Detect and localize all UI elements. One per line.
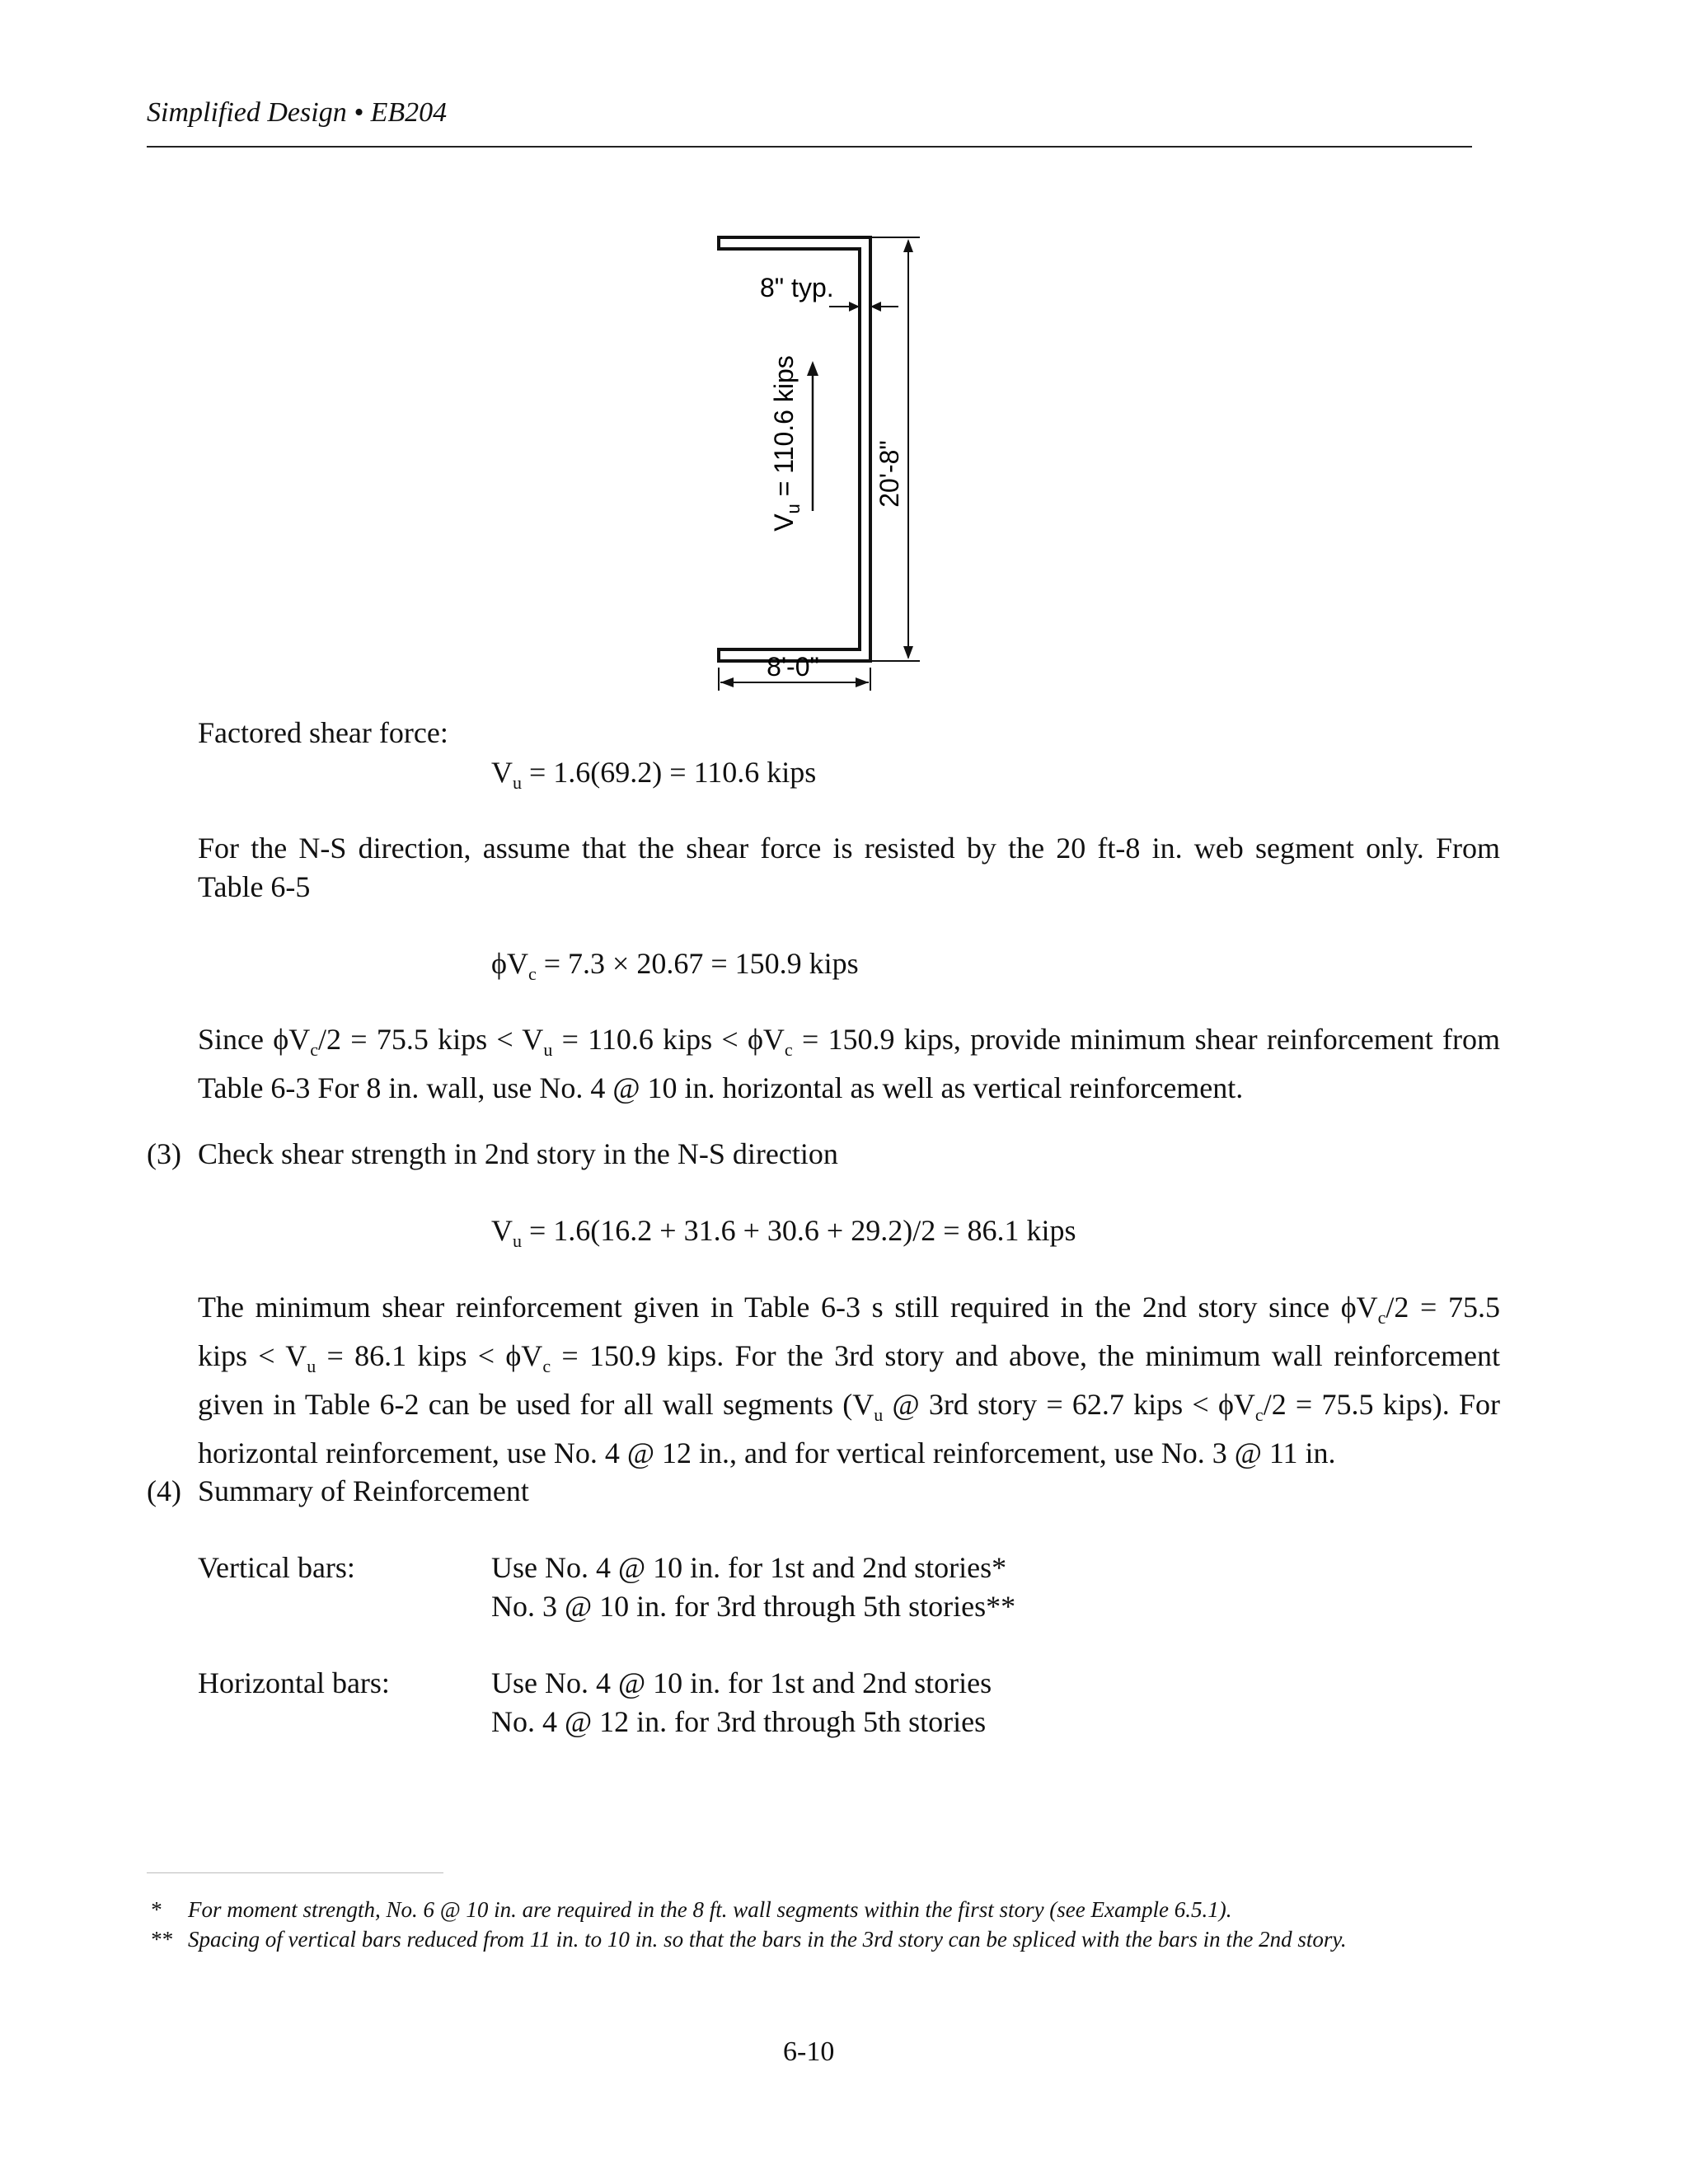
equation-vu: $V_u = 1.6(69.2) = 110.6$ kips bbox=[491, 756, 817, 793]
vertical-bars-line-2: No. 3 @ 10 in. for 3rd through 5th stories** bbox=[491, 1590, 1016, 1623]
shear-force-arrowhead bbox=[807, 361, 818, 376]
header-rule bbox=[147, 146, 1472, 148]
step-4-number: (4) bbox=[147, 1474, 181, 1507]
horizontal-bars-line-2: No. 4 @ 12 in. for 3rd through 5th stories bbox=[491, 1705, 987, 1738]
factored-shear-heading: Factored shear force: bbox=[198, 716, 448, 749]
footnote-2: ** Spacing of vertical bars reduced from 11 in. to 10 in. so that the bars in the 3rd story can be spliced with the bars in the 2nd story. bbox=[150, 1927, 1347, 1952]
vertical-bars-label: Vertical bars: bbox=[198, 1551, 355, 1584]
label-width: 8'-0" bbox=[767, 652, 819, 682]
step-4-heading: Summary of Reinforcement bbox=[198, 1474, 529, 1507]
vertical-bars-line-1: Use No. 4 @ 10 in. for 1st and 2nd stories* bbox=[491, 1551, 1007, 1584]
label-shear-force: $V_u = 110.6$ kips bbox=[769, 355, 804, 532]
equation-phivc: $\phi V_c = 7.3 \times 20.67 = 150.9$ kips bbox=[491, 947, 859, 984]
footnote-1: * For moment strength, No. 6 @ 10 in. are required in the 8 ft. wall segments within the first story (see Example 6.5.1). bbox=[150, 1897, 1232, 1922]
ns-direction-paragraph: For the N-S direction, assume that the shear force is resisted by the 20 ft-8 in. web segment only. From Table 6-5 bbox=[198, 832, 1500, 903]
since-paragraph: Since $\phi V_c/2 = 75.5$ kips < $V_u = 110.6$ kips < $\phi V_c = 150.9$ kips, provide minimum shear reinforcement from Table 6-3 For 8 in. wall, use No. 4 @ 10 in. horizontal as well as vertical reinforcement. bbox=[198, 1023, 1500, 1104]
minimum-shear-paragraph: The minimum shear reinforcement given in Table 6-3 s still required in the 2nd story since $\phi V_c/2 = 75.5$ kips < $V_u = 86.1$ kips < $\phi V_c = 150.9$ kips. For the 3rd story and above, the minimum wall reinforcement given in Table 6-2 can be used for all wall segments ($V_u$ @ 3rd story = 62.7 kips < $\phi V_c/2 = 75.5$ kips). For horizontal reinforcement, use No. 4 @ 12 in., and for vertical reinforcement, use No. 3 @ 11 in. bbox=[198, 1291, 1501, 1469]
step-3-heading: Check shear strength in 2nd story in the N-S direction bbox=[198, 1137, 838, 1170]
page-number: 6-10 bbox=[783, 2036, 835, 2067]
label-thickness: 8" typ. bbox=[760, 273, 834, 302]
horizontal-bars-label: Horizontal bars: bbox=[198, 1666, 390, 1699]
wall-plan-diagram bbox=[701, 223, 964, 709]
horizontal-bars-line-1: Use No. 4 @ 10 in. for 1st and 2nd stories bbox=[491, 1666, 992, 1699]
label-height: 20'-8" bbox=[874, 440, 904, 508]
step-3-number: (3) bbox=[147, 1137, 181, 1170]
footnote-rule bbox=[147, 1872, 443, 1873]
equation-vu-2nd-story: $V_u = 1.6(16.2 + 31.6 + 30.6 + 29.2)/2 = 86.1$ kips bbox=[491, 1214, 1076, 1251]
running-header: Simplified Design • EB204 bbox=[147, 97, 448, 128]
